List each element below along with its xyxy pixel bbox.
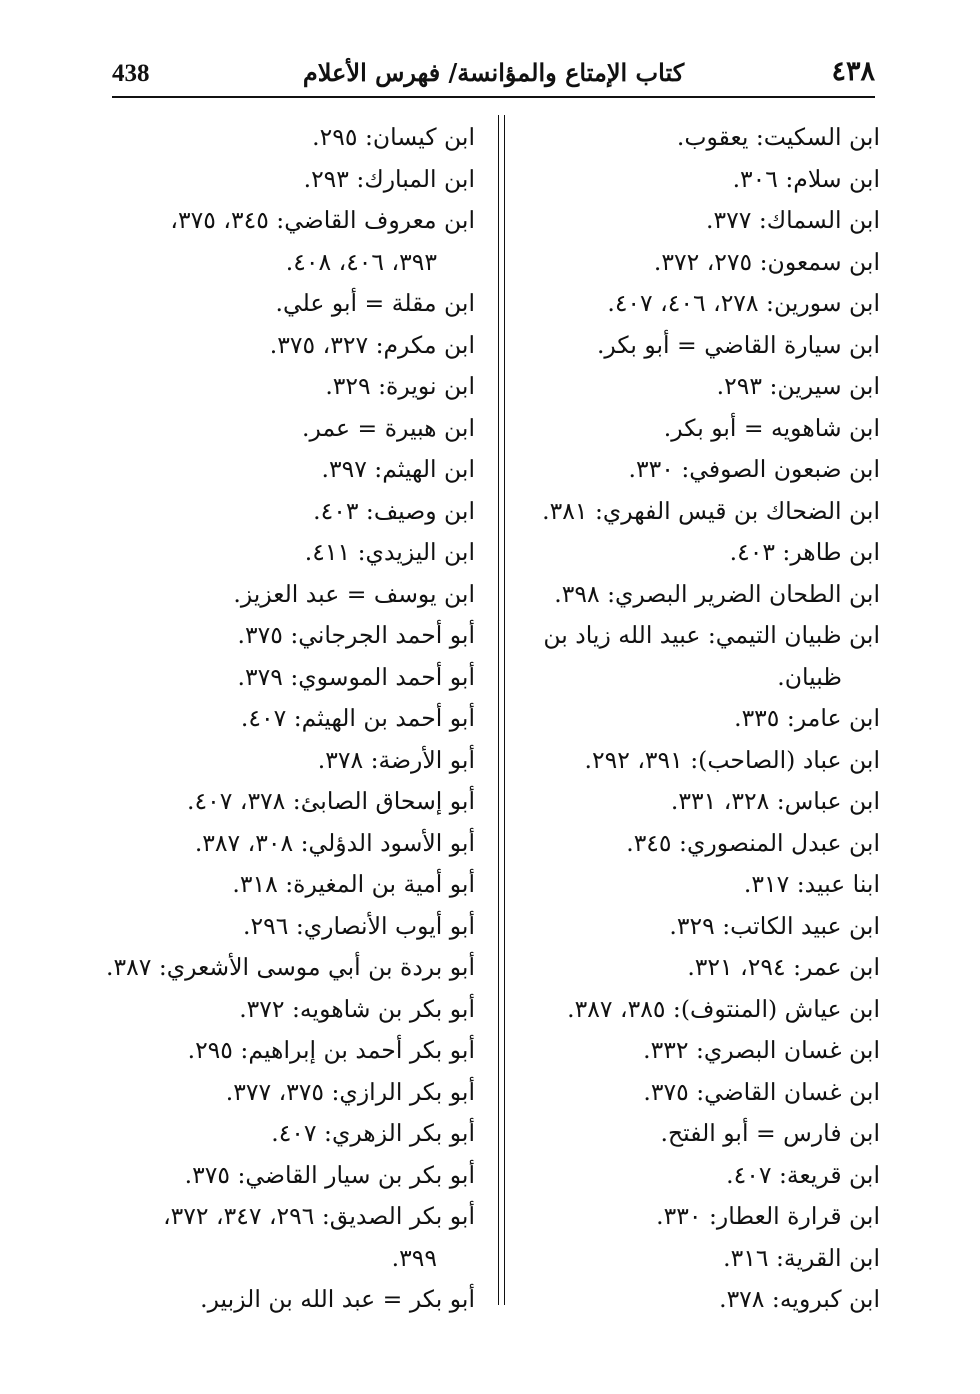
index-entry-continuation: ٣٩٩. <box>391 1243 437 1272</box>
index-entry: ابن المبارك: ٢٩٣. <box>303 164 475 193</box>
index-entry: ابن شاهويه = أبو بكر. <box>663 413 880 442</box>
index-entry: ابن السكيت: يعقوب. <box>676 123 880 151</box>
index-entry: ابن عبيد الكاتب: ٣٢٩. <box>669 911 880 940</box>
index-entry: ابن سمعون: ٢٧٥، ٣٧٢. <box>653 247 880 276</box>
index-entry: أبو الأسود الدؤلي: ٣٠٨، ٣٨٧. <box>194 828 475 857</box>
index-entry: ابن هبيرة = عمر. <box>302 413 475 442</box>
index-entry: ابن عياش (المنتوف): ٣٨٥، ٣٨٧. <box>567 994 880 1023</box>
index-entry: ابن غسان البصري: ٣٣٢. <box>643 1036 880 1064</box>
index-entry: ابن يوسف = عبد العزيز. <box>233 579 475 608</box>
index-entry: ابن عمر: ٢٩٤، ٣٢١. <box>687 953 880 981</box>
index-entry: ابن السماك: ٣٧٧. <box>706 206 880 234</box>
index-entry-continuation: ٣٩٣، ٤٠٦، ٤٠٨. <box>285 247 437 276</box>
index-entry: ابن قرارة العطار: ٣٣٠. <box>656 1202 880 1230</box>
index-entry: ابن سيارة القاضي = أبو بكر. <box>596 330 880 359</box>
page-number-arabic: ٤٣٨ <box>831 56 875 87</box>
index-entry: ابن الطحان الضرير البصري: ٣٩٨. <box>554 579 880 608</box>
index-entry: أبو الأرضة: ٣٧٨. <box>317 745 475 774</box>
index-entry: أبو إسحاق الصابئ: ٣٧٨، ٤٠٧. <box>187 787 475 815</box>
index-entry: ابن سلام: ٣٠٦. <box>732 164 880 193</box>
index-entry: أبو أيوب الأنصاري: ٢٩٦. <box>243 911 475 940</box>
index-entry: ابن كيسان: ٢٩٥. <box>312 123 475 151</box>
index-entry: ابن ظبيان التيمي: عبيد الله زياد بن <box>543 621 880 649</box>
index-entry: أبو بكر بن شاهويه: ٣٧٢. <box>239 994 475 1023</box>
index-entry: ابن مقلة = أبو علي. <box>275 289 475 317</box>
index-entry: ابن غسان القاضي: ٣٧٥. <box>643 1077 880 1106</box>
index-column-left <box>105 117 475 1321</box>
index-entry: ابنا عبيد: ٣١٧. <box>743 870 880 898</box>
index-entry: ابن سيرين: ٢٩٣. <box>716 372 880 400</box>
index-entry: أبو بكر الرازي: ٣٧٥، ٣٧٧. <box>225 1077 475 1106</box>
index-entry: أبو بكر بن سيار القاضي: ٣٧٥. <box>184 1160 475 1189</box>
index-entry: أبو بكر الزهري: ٤٠٧. <box>271 1119 475 1147</box>
page-header <box>112 52 875 98</box>
index-entry: أبو بردة بن أبي موسى الأشعري: ٣٨٧. <box>105 953 475 981</box>
index-entry: أبو بكر أحمد بن إبراهيم: ٢٩٥. <box>187 1036 475 1064</box>
index-entry: ابن وصيف: ٤٠٣. <box>313 496 475 525</box>
index-entry: أبو أمية بن المغيرة: ٣١٨. <box>232 870 475 898</box>
index-entry: ابن الضحاك بن قيس الفهري: ٣٨١. <box>542 496 880 525</box>
index-entry-continuation: ظبيان. <box>777 662 842 691</box>
index-entry: ابن كبرويه: ٣٧٨. <box>719 1285 880 1313</box>
index-entry: ابن عامر: ٣٣٥. <box>734 704 880 732</box>
index-entry: أبو أحمد الموسوي: ٣٧٩. <box>237 662 475 691</box>
index-entry: ابن نويرة: ٣٢٩. <box>325 372 475 400</box>
index-entry: ابن مكرم: ٣٢٧، ٣٧٥. <box>269 330 475 359</box>
index-entry: ابن الهيثم: ٣٩٧. <box>321 455 475 483</box>
index-entry: أبو بكر = عبد الله بن الزبير. <box>200 1285 475 1313</box>
index-entry: ابن سورين: ٢٧٨، ٤٠٦، ٤٠٧. <box>607 289 880 317</box>
index-entry: ابن عباد (الصاحب): ٣٩١، ٢٩٢. <box>584 745 880 774</box>
running-title: كتاب الإمتاع والمؤانسة/ فهرس الأعلام <box>302 58 685 87</box>
index-entry: ابن معروف القاضي: ٣٤٥، ٣٧٥، <box>170 206 475 234</box>
index-entry: ابن طاهر: ٤٠٣. <box>729 538 880 566</box>
index-entry: ابن قريعة: ٤٠٧. <box>726 1160 880 1189</box>
page-number-latin: 438 <box>112 60 150 87</box>
index-entry: أبو بكر الصديق: ٢٩٦، ٣٤٧، ٣٧٢، <box>163 1202 475 1230</box>
index-entry: ابن عبدل المنصوري: ٣٤٥. <box>626 828 880 857</box>
index-entry: أبو أحمد الجرجاني: ٣٧٥. <box>237 621 475 649</box>
index-entry: ابن القرية: ٣١٦. <box>723 1243 880 1272</box>
index-entry: أبو أحمد بن الهيثم: ٤٠٧. <box>240 704 475 732</box>
index-column-right <box>485 117 880 1321</box>
index-entry: ابن اليزيدي: ٤١١. <box>304 538 475 566</box>
index-entry: ابن ضبعون الصوفي: ٣٣٠. <box>628 455 880 483</box>
index-entry: ابن فارس = أبو الفتح. <box>660 1119 880 1147</box>
index-entry: ابن عباس: ٣٢٨، ٣٣١. <box>670 787 880 815</box>
